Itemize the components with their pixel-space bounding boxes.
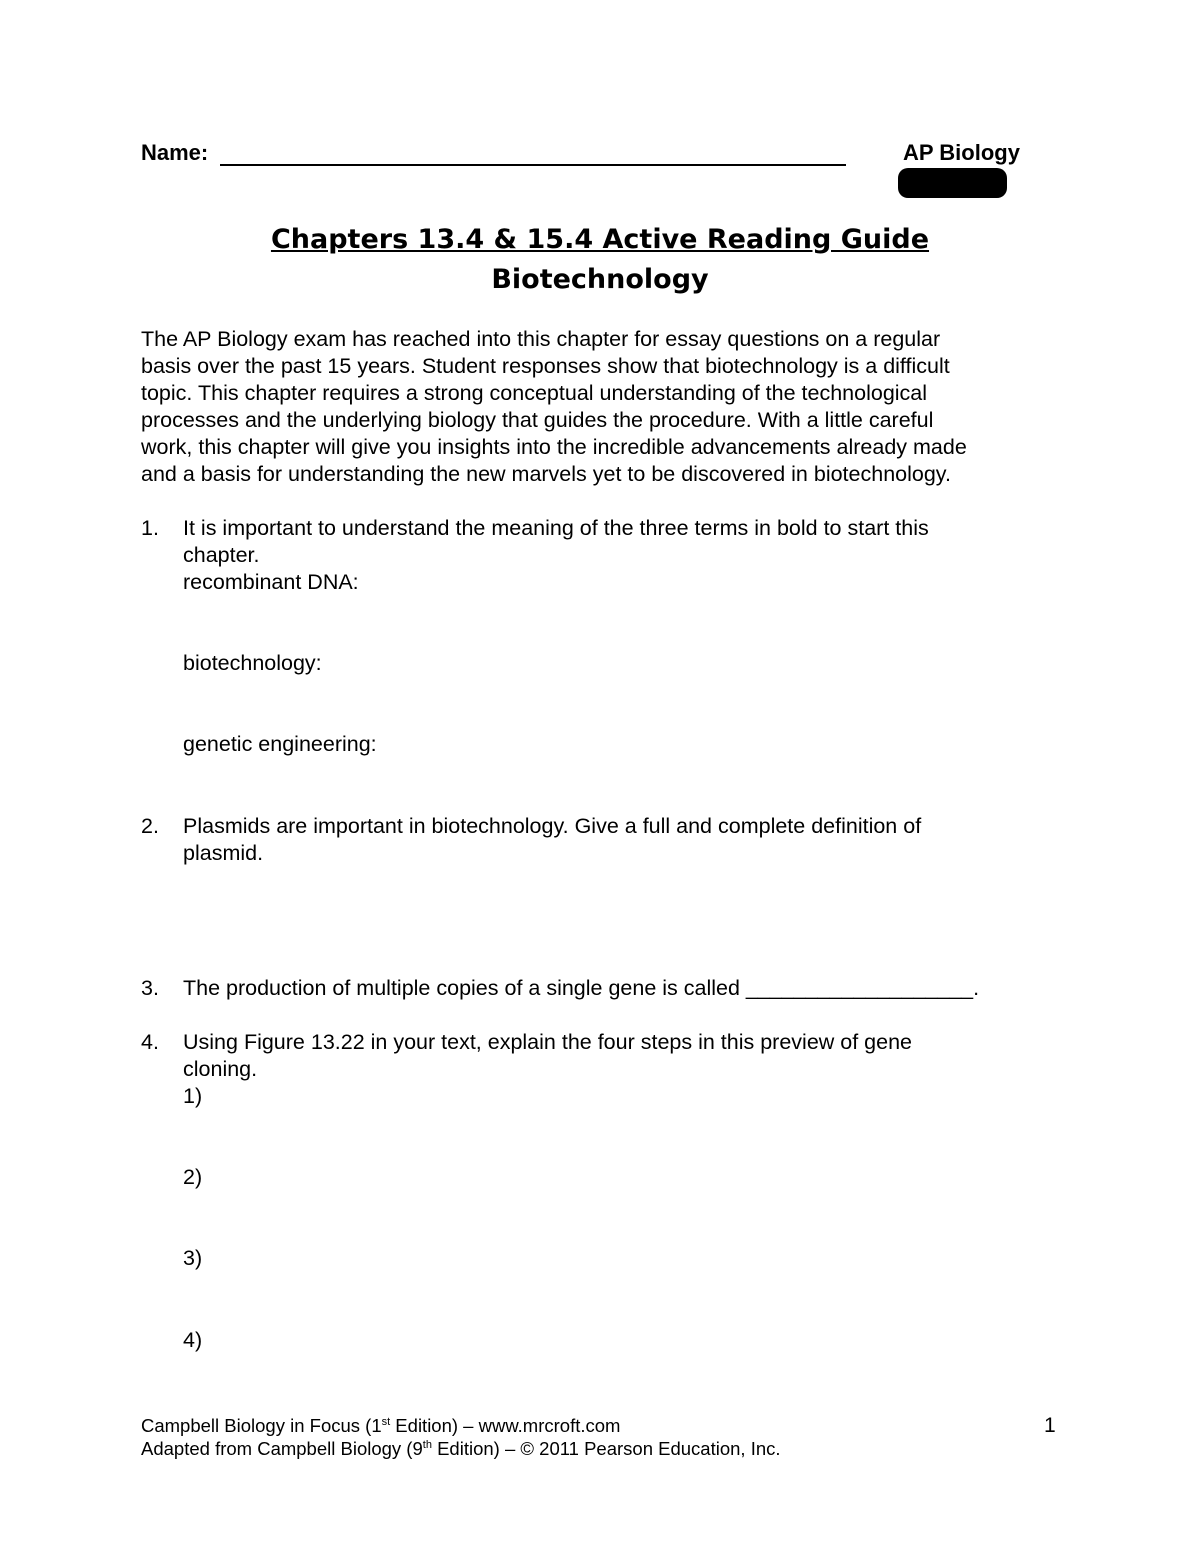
footer-line-1 bbox=[141, 1414, 781, 1437]
question-line: Plasmids are important in biotechnology. Give a full and complete definition of bbox=[183, 814, 922, 838]
question-1-number: 1. bbox=[141, 516, 159, 540]
question-line: Using Figure 13.22 in your text, explain the four steps in this preview of gene bbox=[183, 1030, 913, 1054]
intro-paragraph bbox=[141, 326, 1061, 488]
footer-line-2 bbox=[141, 1437, 781, 1460]
step-4: 4) bbox=[183, 1328, 203, 1352]
intro-line: processes and the underlying biology that guides the procedure. With a little careful bbox=[141, 408, 934, 432]
page-number: 1 bbox=[1044, 1414, 1056, 1437]
step-2: 2) bbox=[183, 1165, 203, 1189]
question-line: The production of multiple copies of a single gene is called ___________________. bbox=[183, 976, 980, 1000]
question-line: cloning. bbox=[183, 1057, 258, 1081]
question-2-number: 2. bbox=[141, 814, 159, 838]
footer bbox=[141, 1414, 781, 1460]
footer-line-2-post: Edition) – © 2011 Pearson Education, Inc. bbox=[431, 1438, 781, 1459]
footer-line-1-post: Edition) – www.mrcroft.com bbox=[390, 1415, 621, 1436]
intro-line: topic. This chapter requires a strong conceptual understanding of the technological bbox=[141, 381, 928, 405]
footer-line-1-sup: st bbox=[381, 1416, 391, 1428]
term-recombinant-dna: recombinant DNA: bbox=[183, 570, 359, 594]
page-subtitle: Biotechnology bbox=[491, 264, 709, 295]
intro-line: and a basis for understanding the new marvels yet to be discovered in biotechnology. bbox=[141, 462, 951, 486]
course-label: AP Biology bbox=[903, 140, 1020, 165]
intro-line: work, this chapter will give you insights into the incredible advancements already made bbox=[141, 435, 967, 459]
name-label: Name: bbox=[141, 140, 209, 165]
question-4-number: 4. bbox=[141, 1030, 159, 1054]
page-title: Chapters 13.4 & 15.4 Active Reading Guide bbox=[270, 224, 930, 255]
question-line: plasmid. bbox=[183, 841, 264, 865]
question-3-text bbox=[183, 975, 1063, 1002]
step-1: 1) bbox=[183, 1084, 203, 1108]
question-line: It is important to understand the meaning of the three terms in bold to start this bbox=[183, 516, 929, 540]
redaction-block bbox=[898, 168, 1007, 198]
question-4-text bbox=[183, 1029, 1063, 1083]
question-3-number: 3. bbox=[141, 976, 159, 1000]
footer-line-2-pre: Adapted from Campbell Biology (9 bbox=[141, 1438, 423, 1459]
question-line: chapter. bbox=[183, 543, 260, 567]
term-biotechnology: biotechnology: bbox=[183, 651, 322, 675]
step-3: 3) bbox=[183, 1246, 203, 1270]
term-genetic-engineering: genetic engineering: bbox=[183, 732, 377, 756]
footer-line-2-sup: th bbox=[422, 1439, 432, 1451]
question-1-text bbox=[183, 515, 1063, 569]
intro-line: The AP Biology exam has reached into this chapter for essay questions on a regular bbox=[141, 327, 941, 351]
intro-line: basis over the past 15 years. Student responses show that biotechnology is a difficult bbox=[141, 354, 950, 378]
question-2-text bbox=[183, 813, 1063, 867]
footer-line-1-pre: Campbell Biology in Focus (1 bbox=[141, 1415, 382, 1436]
name-blank-line[interactable] bbox=[220, 164, 846, 166]
